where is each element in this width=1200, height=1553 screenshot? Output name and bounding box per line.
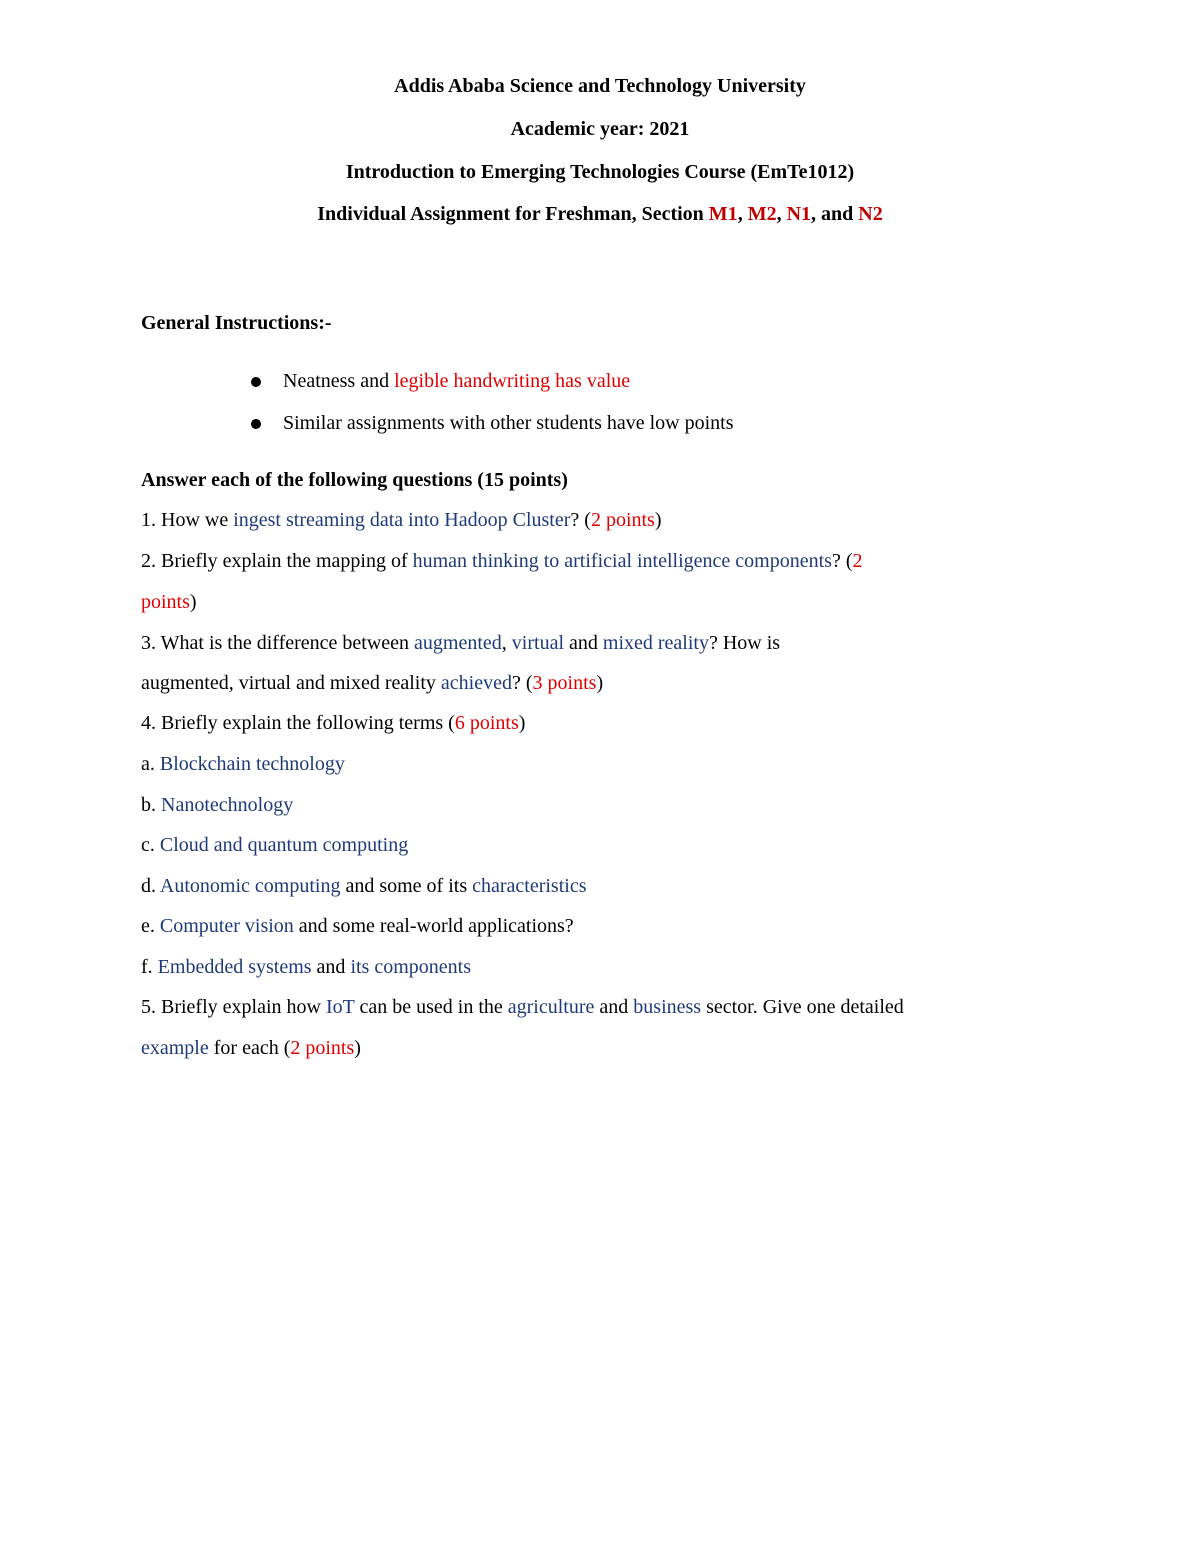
- assignment-title: [0, 202, 1200, 226]
- question-4: 4. Briefly explain the following terms (6 points): [141, 712, 526, 734]
- instructions-heading: General Instructions:-: [141, 312, 332, 334]
- university-title: Addis Ababa Science and Technology University: [394, 75, 806, 97]
- section-m2: M2: [747, 203, 777, 225]
- term-a: a. Blockchain technology: [141, 753, 345, 775]
- question-3-cont: augmented, virtual and mixed reality achieved? (3 points): [141, 672, 604, 694]
- section-n2: N2: [858, 203, 883, 225]
- question-1: 1. How we ingest streaming data into Hadoop Cluster? (2 points): [141, 509, 662, 531]
- term-d: d. Autonomic computing and some of its characteristics: [141, 875, 587, 897]
- questions-heading: Answer each of the following questions (15 points): [141, 469, 568, 491]
- section-m1: M1: [708, 203, 738, 225]
- bullet-icon: [251, 419, 261, 429]
- bullet-icon: [251, 377, 261, 387]
- question-2-cont: points): [141, 591, 197, 613]
- section-n1: N1: [786, 203, 812, 225]
- question-5-cont: example for each (2 points): [141, 1037, 361, 1059]
- course-title: Introduction to Emerging Technologies Course (EmTe1012): [345, 161, 855, 183]
- instruction-item: Neatness and legible handwriting has value: [283, 370, 631, 392]
- assignment-prefix: Individual Assignment for Freshman, Section: [317, 203, 709, 225]
- academic-year: Academic year: 2021: [510, 118, 690, 140]
- instruction-item: Similar assignments with other students have low points: [283, 412, 734, 434]
- question-3: 3. What is the difference between augmented, virtual and mixed reality? How is: [141, 632, 781, 654]
- term-e: e. Computer vision and some real-world applications?: [141, 915, 574, 937]
- term-f: f. Embedded systems and its components: [141, 956, 471, 978]
- question-2: 2. Briefly explain the mapping of human thinking to artificial intelligence components? (2: [141, 550, 863, 572]
- term-c: c. Cloud and quantum computing: [141, 834, 409, 856]
- term-b: b. Nanotechnology: [141, 794, 294, 816]
- section-separator: ,: [776, 203, 787, 225]
- section-separator: , and: [811, 203, 859, 225]
- question-5: 5. Briefly explain how IoT can be used in the agriculture and business sector. Give one detailed: [141, 996, 904, 1018]
- section-separator: ,: [737, 203, 748, 225]
